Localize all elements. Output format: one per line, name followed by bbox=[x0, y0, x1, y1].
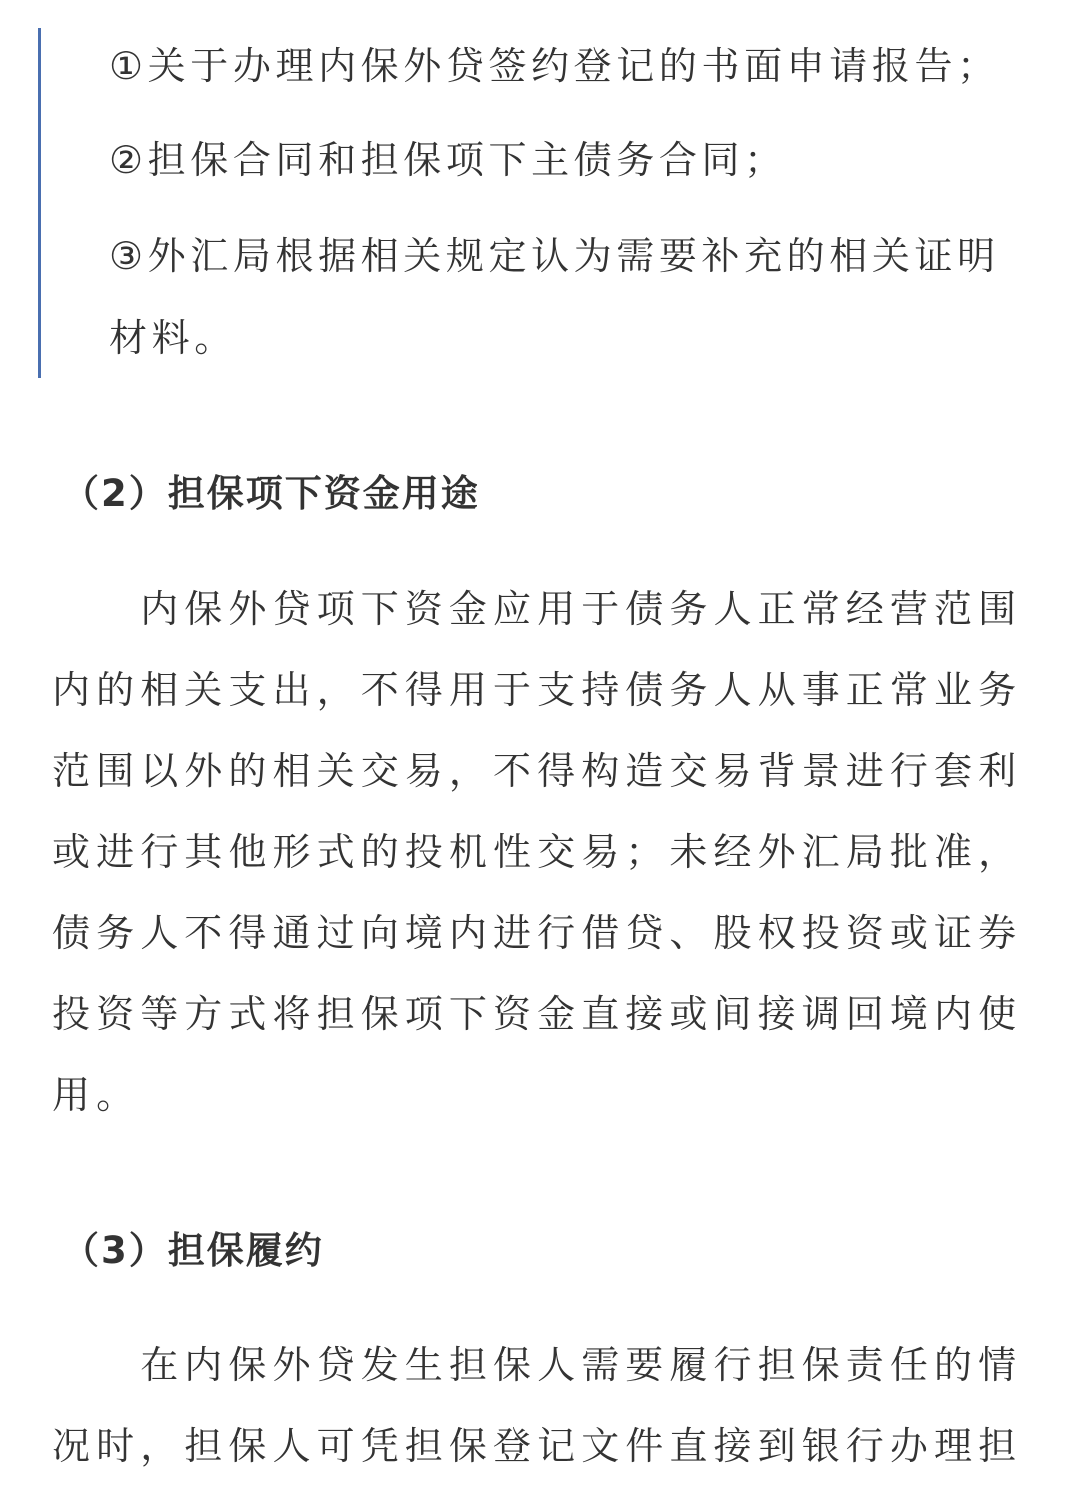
section-2-line-1: 内保外贷项下资金应用于债务人正常经营范围 bbox=[52, 587, 1023, 631]
section-3-line-1: 在内保外贷发生担保人需要履行担保责任的情 bbox=[52, 1343, 1023, 1387]
section-3-line-2: 况时，担保人可凭担保登记文件直接到银行办理担 bbox=[52, 1424, 1023, 1468]
section-2-line-7: 用。 bbox=[52, 1073, 141, 1117]
section-2-line-3: 范围以外的相关交易，不得构造交易背景进行套利 bbox=[52, 749, 1023, 793]
section-2-line-4: 或进行其他形式的投机性交易；未经外汇局批准， bbox=[52, 830, 1023, 874]
quote-item-2: ②担保合同和担保项下主债务合同； bbox=[109, 138, 787, 182]
section-2-line-6: 投资等方式将担保项下资金直接或间接调回境内使 bbox=[52, 992, 1023, 1036]
quote-item-1: ①关于办理内保外贷签约登记的书面申请报告； bbox=[109, 44, 1000, 88]
section-3-heading: （3）担保履约 bbox=[62, 1229, 324, 1272]
quote-item-3-continued: 材料。 bbox=[109, 316, 237, 360]
quote-item-3: ③外汇局根据相关规定认为需要补充的相关证明 bbox=[109, 234, 1000, 278]
quote-block bbox=[38, 28, 1038, 378]
section-2-line-2: 内的相关支出，不得用于支持债务人从事正常业务 bbox=[52, 668, 1023, 712]
section-2-heading: （2）担保项下资金用途 bbox=[62, 472, 480, 515]
section-2-line-5: 债务人不得通过向境内进行借贷、股权投资或证券 bbox=[52, 911, 1023, 955]
